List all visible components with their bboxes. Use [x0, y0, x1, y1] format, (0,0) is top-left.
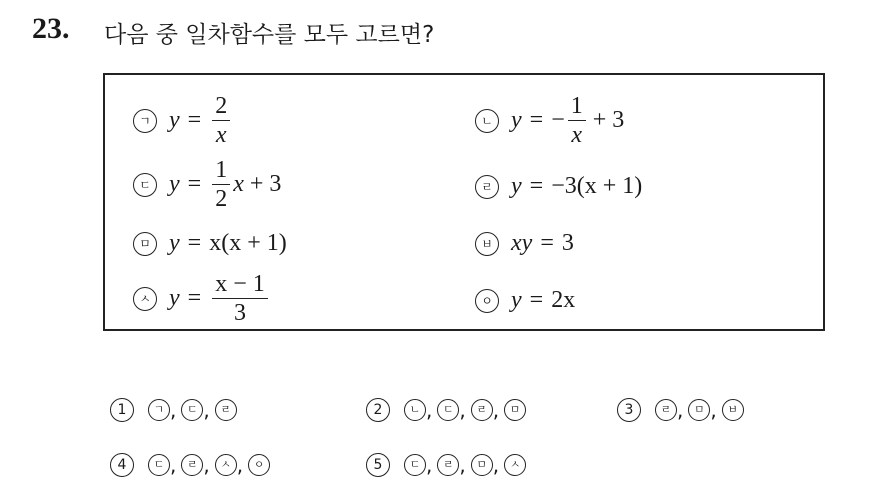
item-rhs: −3(x + 1) [551, 173, 643, 199]
fraction [212, 93, 230, 148]
item-lhs: y [511, 287, 522, 313]
answer-choice-2[interactable]: 2 ㄴ , ㄷ , ㄹ , ㅁ [366, 398, 526, 422]
fraction-denominator: x [215, 122, 227, 148]
item-equals: = [540, 230, 554, 256]
choice-number: 3 [617, 398, 641, 422]
answer-choice-1[interactable]: 1 ㄱ , ㄷ , ㄹ [110, 398, 237, 422]
choice-marker: ㄷ [437, 399, 459, 421]
answer-choice-4[interactable]: 4 ㄷ , ㄹ , ㅅ , ㅇ [110, 453, 270, 477]
choice-marker: ㄹ [215, 399, 237, 421]
choice-marker: ㄹ [437, 454, 459, 476]
item-lhs: y [169, 171, 180, 197]
choice-number: 4 [110, 453, 134, 477]
choice-number: 5 [366, 453, 390, 477]
choice-marker: ㄷ [404, 454, 426, 476]
item-siot [133, 271, 271, 326]
item-lhs: y [511, 173, 522, 199]
item-marker: ㄴ [475, 109, 499, 133]
item-lhs: y [511, 107, 522, 133]
choice-marker: ㄹ [471, 399, 493, 421]
choice-marker: ㅁ [471, 454, 493, 476]
choice-marker: ㄹ [655, 399, 677, 421]
item-giyeok [133, 93, 233, 148]
item-ieung [475, 287, 575, 314]
choice-marker: ㅅ [504, 454, 526, 476]
answer-choice-3[interactable]: 3 ㄹ , ㅁ , ㅂ [617, 398, 744, 422]
item-digeut [133, 157, 281, 212]
choice-marker: ㄷ [181, 399, 203, 421]
item-lhs: y [169, 107, 180, 133]
item-equals: = [187, 285, 202, 311]
question-text: 다음 중 일차함수를 모두 고르면? [104, 22, 435, 48]
choice-marker: ㅂ [722, 399, 744, 421]
fraction-numerator: 1 [212, 157, 230, 185]
item-tail: + 3 [592, 107, 625, 133]
choice-marker: ㄹ [181, 454, 203, 476]
item-sign: − [551, 107, 565, 133]
fraction-numerator: x − 1 [212, 271, 268, 299]
item-nieun [475, 93, 624, 148]
choice-marker: ㄷ [148, 454, 170, 476]
fraction-numerator: 2 [212, 93, 230, 121]
item-marker: ㅇ [475, 289, 499, 313]
fraction [568, 93, 586, 148]
item-variable: x [233, 171, 244, 197]
item-bieup [475, 230, 574, 257]
item-marker: ㅁ [133, 232, 157, 256]
item-lhs: y [169, 230, 180, 256]
fraction [212, 157, 230, 212]
item-equals: = [529, 173, 544, 199]
item-marker: ㄹ [475, 175, 499, 199]
choice-marker: ㅁ [504, 399, 526, 421]
fraction-denominator: 3 [233, 300, 246, 326]
choice-marker: ㄱ [148, 399, 170, 421]
choice-marker: ㅅ [215, 454, 237, 476]
item-lhs: xy [511, 230, 533, 256]
item-rieul [475, 173, 642, 200]
fraction-denominator: x [571, 122, 583, 148]
item-rhs: x(x + 1) [209, 230, 287, 256]
item-rhs: 2x [551, 287, 576, 313]
choice-marker: ㅁ [688, 399, 710, 421]
item-marker: ㅅ [133, 287, 157, 311]
fraction [212, 271, 268, 326]
choice-number: 1 [110, 398, 134, 422]
item-equals: = [187, 230, 202, 256]
item-lhs: y [169, 285, 180, 311]
item-rhs: 3 [561, 230, 574, 256]
choice-marker: ㅇ [248, 454, 270, 476]
item-equals: = [529, 287, 544, 313]
choice-number: 2 [366, 398, 390, 422]
answer-choice-5[interactable]: 5 ㄷ , ㄹ , ㅁ , ㅅ [366, 453, 526, 477]
item-equals: = [529, 107, 544, 133]
item-mieum [133, 230, 287, 257]
item-marker: ㄷ [133, 173, 157, 197]
fraction-numerator: 1 [568, 93, 586, 121]
item-marker: ㅂ [475, 232, 499, 256]
question-number: 23. [32, 12, 70, 45]
choice-marker: ㄴ [404, 399, 426, 421]
item-tail: + 3 [249, 171, 282, 197]
fraction-denominator: 2 [215, 186, 228, 212]
item-equals: = [187, 107, 202, 133]
item-equals: = [187, 171, 202, 197]
item-marker: ㄱ [133, 109, 157, 133]
expressions-box [103, 73, 825, 331]
